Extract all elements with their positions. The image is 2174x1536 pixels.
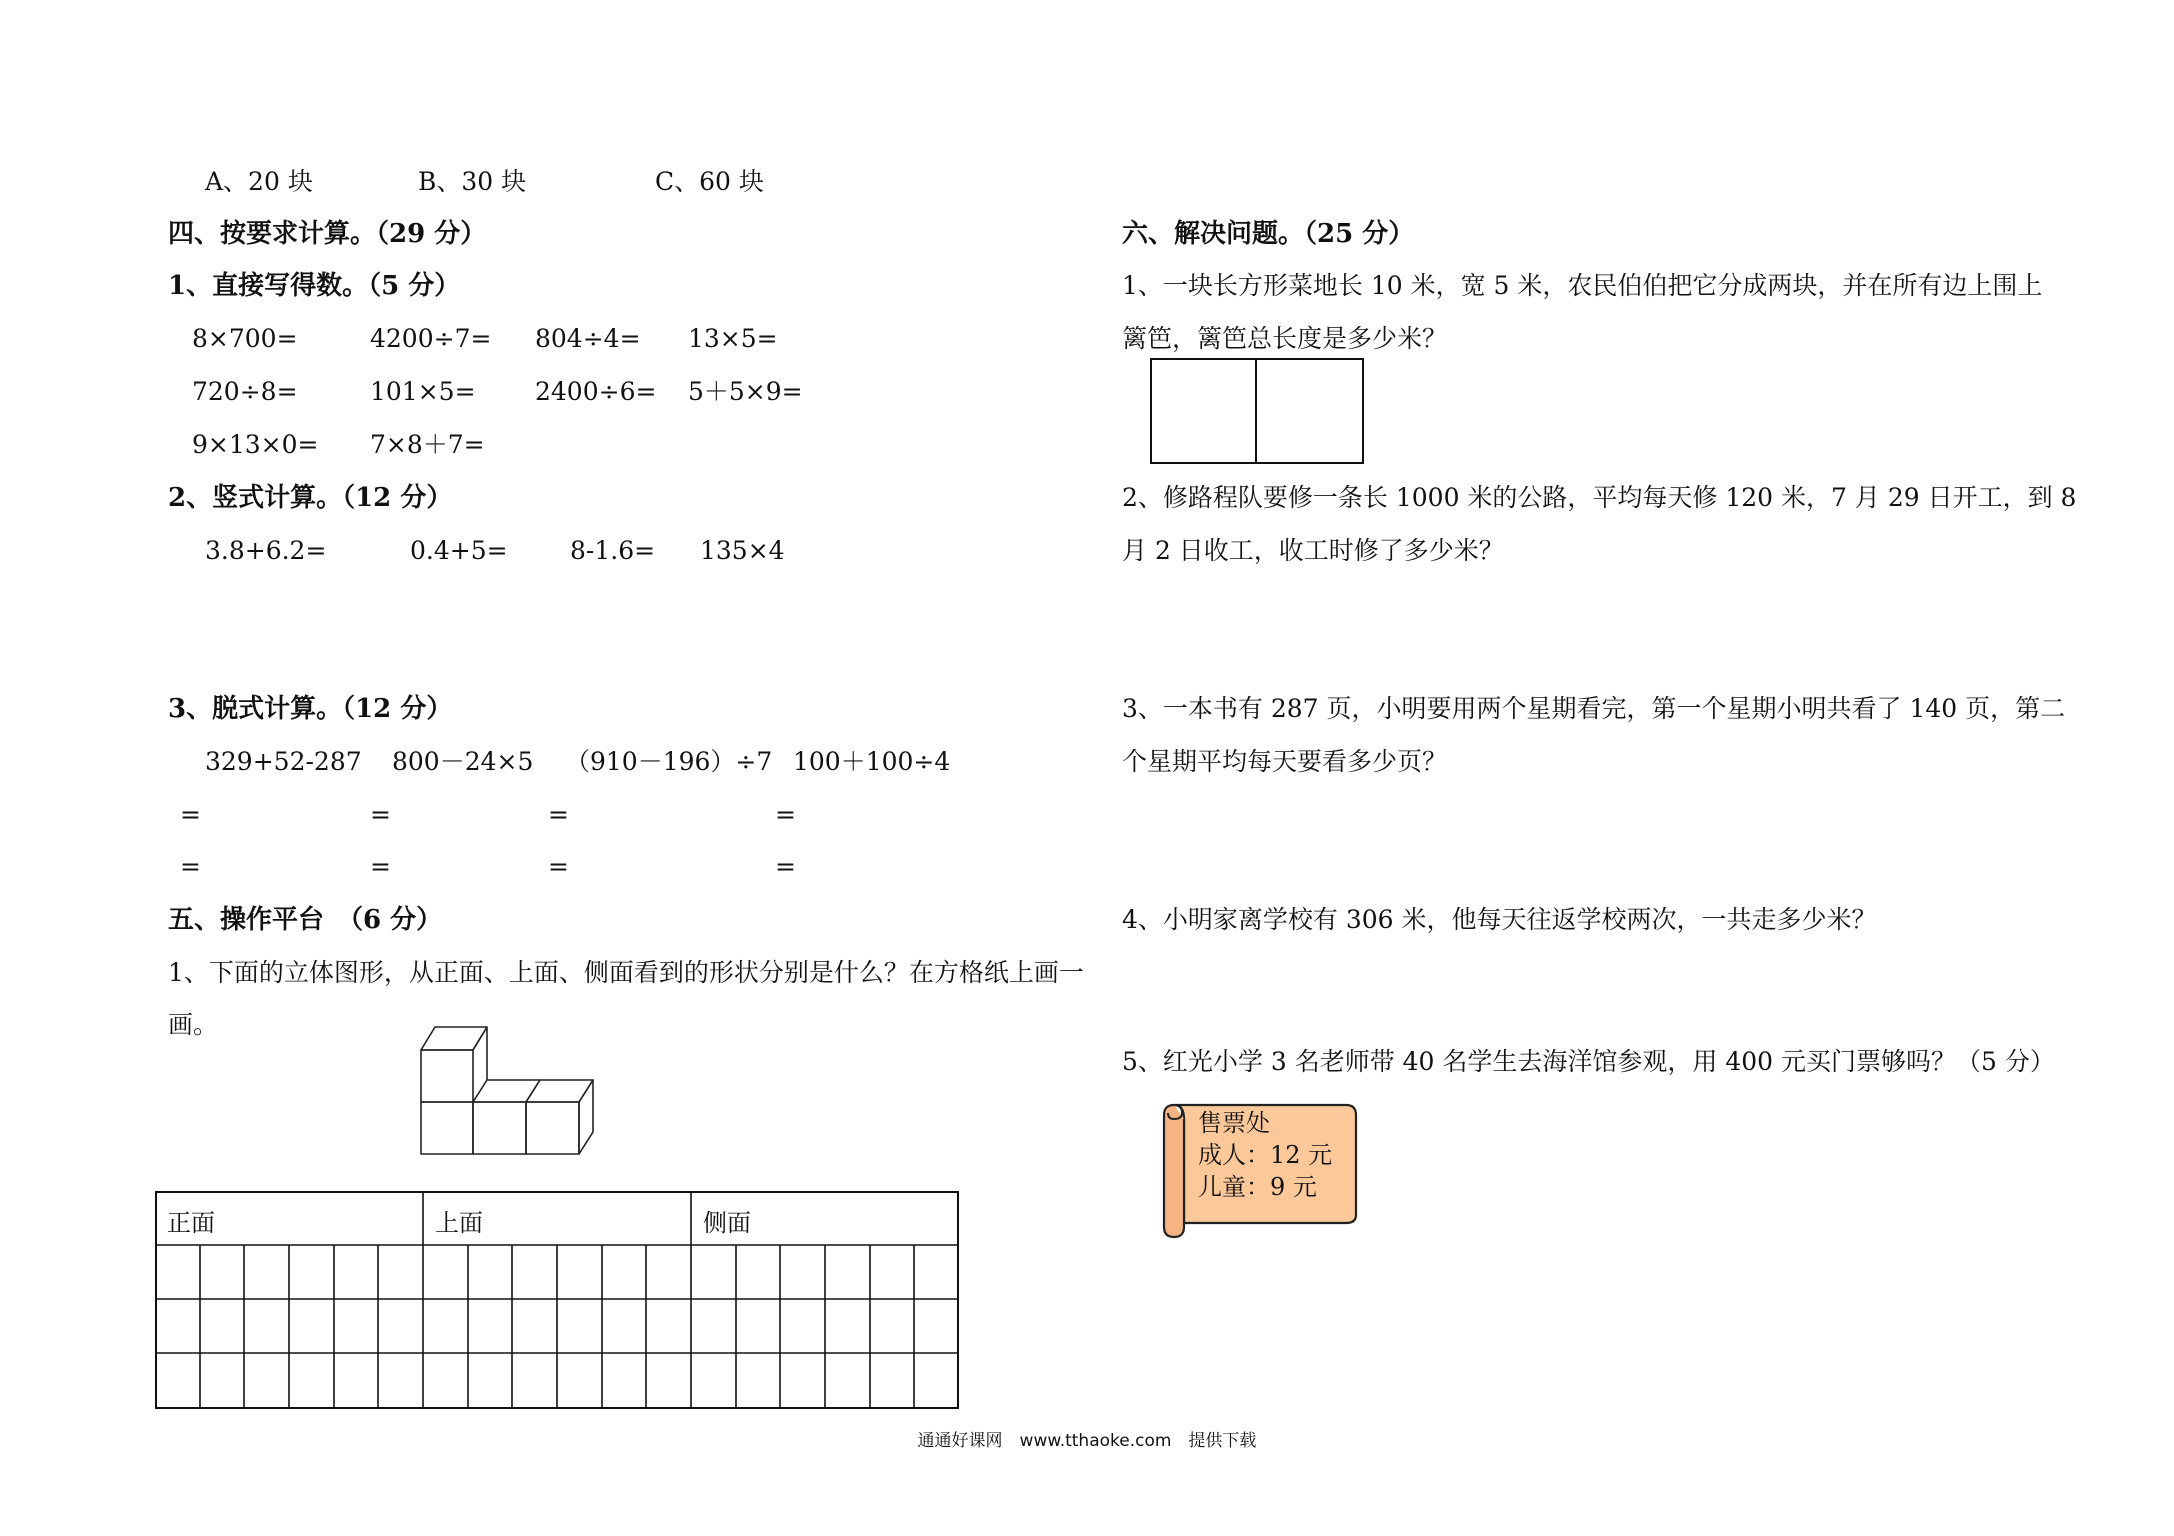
cube-stack-figure — [415, 1022, 610, 1157]
footer-credit: 通通好课网 www.tthaoke.com 提供下载 — [917, 1431, 1257, 1451]
section5-q1-line2: 画。 — [168, 1010, 219, 1039]
stepwise-calc-item: 329+52-287 — [205, 747, 362, 776]
calc-item: 101×5= — [370, 377, 476, 406]
calc-item: 7×8＋7= — [370, 430, 485, 459]
stepwise-calc-item: （910－196）÷7 — [565, 747, 773, 776]
equals-sign: = — [548, 800, 569, 829]
stepwise-calc-item: 100＋100÷4 — [793, 747, 951, 776]
equals-sign: = — [370, 852, 391, 881]
garden-rectangle-figure — [1150, 358, 1364, 464]
grid-header-top: 上面 — [435, 1209, 483, 1237]
section6-q1-line2: 篱笆，篱笆总长度是多少米？ — [1122, 324, 1448, 353]
graph-paper-grid — [155, 1191, 959, 1409]
section6-q2-line2: 月 2 日收工，收工时修了多少米？ — [1122, 536, 1504, 565]
option-b: B、30 块 — [418, 167, 527, 196]
section6-q1-line1: 1、一块长方形菜地长 10 米，宽 5 米，农民伯伯把它分成两块，并在所有边上围上 — [1122, 271, 2043, 300]
grid-header-front: 正面 — [167, 1209, 215, 1237]
ticket-title: 售票处 — [1198, 1109, 1270, 1137]
stepwise-calc-item: 800－24×5 — [392, 747, 534, 776]
vertical-calc-item: 3.8+6.2= — [205, 536, 327, 565]
section6-q3-line2: 个星期平均每天要看多少页？ — [1122, 747, 1448, 776]
calc-item: 4200÷7= — [370, 324, 492, 353]
part2-title: 2、竖式计算。（12 分） — [168, 483, 453, 513]
part1-title: 1、直接写得数。（5 分） — [168, 271, 461, 301]
equals-sign: = — [180, 800, 201, 829]
calc-item: 8×700= — [192, 324, 298, 353]
calc-item: 5＋5×9= — [688, 377, 803, 406]
part3-title: 3、脱式计算。（12 分） — [168, 694, 453, 724]
equals-sign: = — [548, 852, 569, 881]
vertical-calc-item: 8-1.6= — [570, 536, 656, 565]
section6-q2-line1: 2、修路程队要修一条长 1000 米的公路，平均每天修 120 米，7 月 29 日开工，到 8 — [1122, 483, 2077, 512]
calc-item: 804÷4= — [535, 324, 641, 353]
calc-item: 720÷8= — [192, 377, 298, 406]
ticket-adult-price: 成人：12 元 — [1198, 1141, 1333, 1169]
option-c: C、60 块 — [655, 167, 764, 196]
equals-sign: = — [370, 800, 391, 829]
section5-title: 五、操作平台 （6 分） — [168, 905, 443, 935]
section4-title: 四、按要求计算。（29 分） — [168, 219, 487, 249]
ticket-office-scroll — [1160, 1095, 1360, 1240]
equals-sign: = — [775, 852, 796, 881]
equals-sign: = — [180, 852, 201, 881]
section6-title: 六、解决问题。（25 分） — [1122, 219, 1415, 249]
calc-item: 13×5= — [688, 324, 778, 353]
section6-q4: 4、小明家离学校有 306 米，他每天往返学校两次，一共走多少米？ — [1122, 905, 1877, 934]
vertical-calc-item: 135×4 — [700, 536, 785, 565]
grid-header-side: 侧面 — [703, 1209, 751, 1237]
section5-q1-line1: 1、下面的立体图形，从正面、上面、侧面看到的形状分别是什么？在方格纸上画一 — [168, 958, 1084, 987]
calc-item: 9×13×0= — [192, 430, 319, 459]
calc-item: 2400÷6= — [535, 377, 657, 406]
section6-q3-line1: 3、一本书有 287 页，小明要用两个星期看完，第一个星期小明共看了 140 页，第二 — [1122, 694, 2066, 723]
option-a: A、20 块 — [205, 167, 313, 196]
equals-sign: = — [775, 800, 796, 829]
section6-q5: 5、红光小学 3 名老师带 40 名学生去海洋馆参观，用 400 元买门票够吗？（5 分） — [1122, 1047, 2055, 1076]
vertical-calc-item: 0.4+5= — [410, 536, 508, 565]
ticket-child-price: 儿童：9 元 — [1198, 1173, 1317, 1201]
